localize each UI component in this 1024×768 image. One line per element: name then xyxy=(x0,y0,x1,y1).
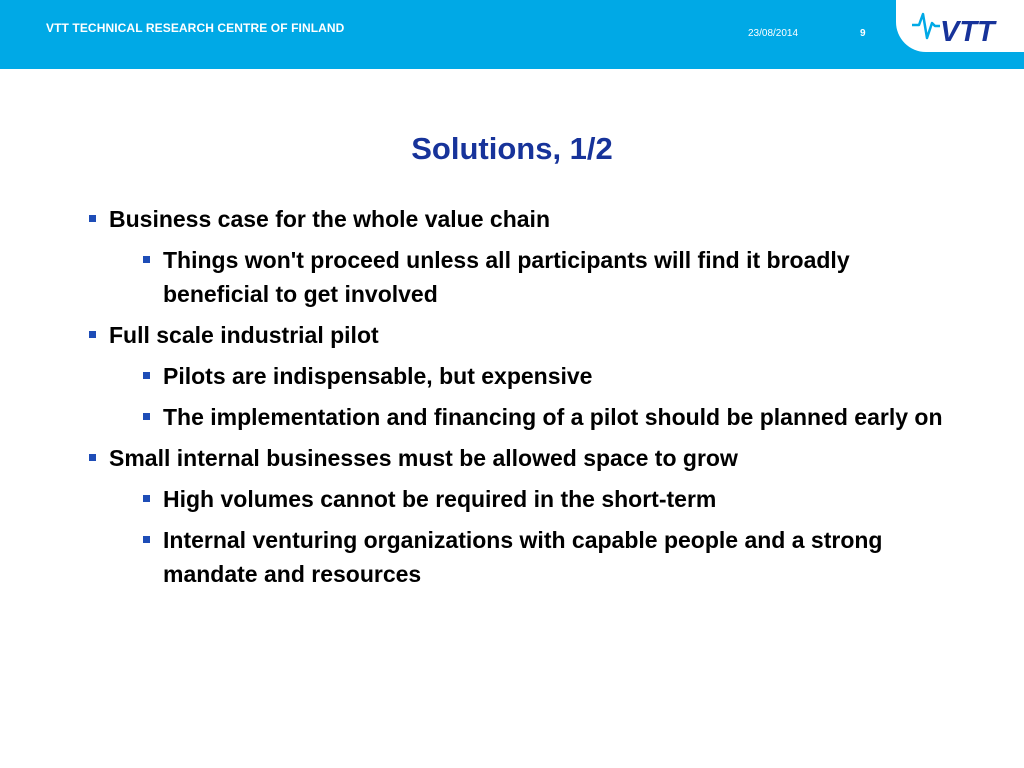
sub-bullet-item xyxy=(140,523,946,591)
sub-bullet-text: Pilots are indispensable, but expensive xyxy=(163,363,593,389)
sub-bullet-text: Things won't proceed unless all participants will find it broadly beneficial to get involved xyxy=(163,247,850,307)
organization-name: VTT TECHNICAL RESEARCH CENTRE OF FINLAND xyxy=(46,21,345,35)
vtt-logo xyxy=(896,0,1024,52)
bullet-square-icon xyxy=(89,331,96,338)
bullet-item xyxy=(86,441,946,475)
bullet-square-icon xyxy=(143,372,150,379)
sub-bullet-item xyxy=(140,400,946,434)
logo-text: VTT xyxy=(940,16,995,46)
bullet-text: Business case for the whole value chain xyxy=(109,206,550,232)
sub-bullet-text: Internal venturing organizations with capable people and a strong mandate and resources xyxy=(163,527,883,587)
slide-date: 23/08/2014 xyxy=(748,28,799,39)
bullet-square-icon xyxy=(143,413,150,420)
sub-bullet-item xyxy=(140,482,946,516)
bullet-square-icon xyxy=(89,215,96,222)
sub-bullet-item xyxy=(140,359,946,393)
bullet-text: Small internal businesses must be allowed space to grow xyxy=(109,445,738,471)
bullet-square-icon xyxy=(143,256,150,263)
bullet-item xyxy=(86,202,946,236)
slide-header xyxy=(0,0,1024,69)
slide-title: Solutions, 1/2 xyxy=(411,131,613,166)
sub-bullet-item xyxy=(140,243,946,311)
page-number: 9 xyxy=(860,28,866,39)
bullet-list xyxy=(86,202,946,598)
bullet-square-icon xyxy=(143,536,150,543)
sub-bullet-text: High volumes cannot be required in the short-term xyxy=(163,486,717,512)
bullet-square-icon xyxy=(143,495,150,502)
bullet-item xyxy=(86,318,946,352)
bullet-square-icon xyxy=(89,454,96,461)
bullet-text: Full scale industrial pilot xyxy=(109,322,379,348)
sub-bullet-text: The implementation and financing of a pilot should be planned early on xyxy=(163,404,943,430)
vtt-logo-icon xyxy=(910,6,1014,46)
